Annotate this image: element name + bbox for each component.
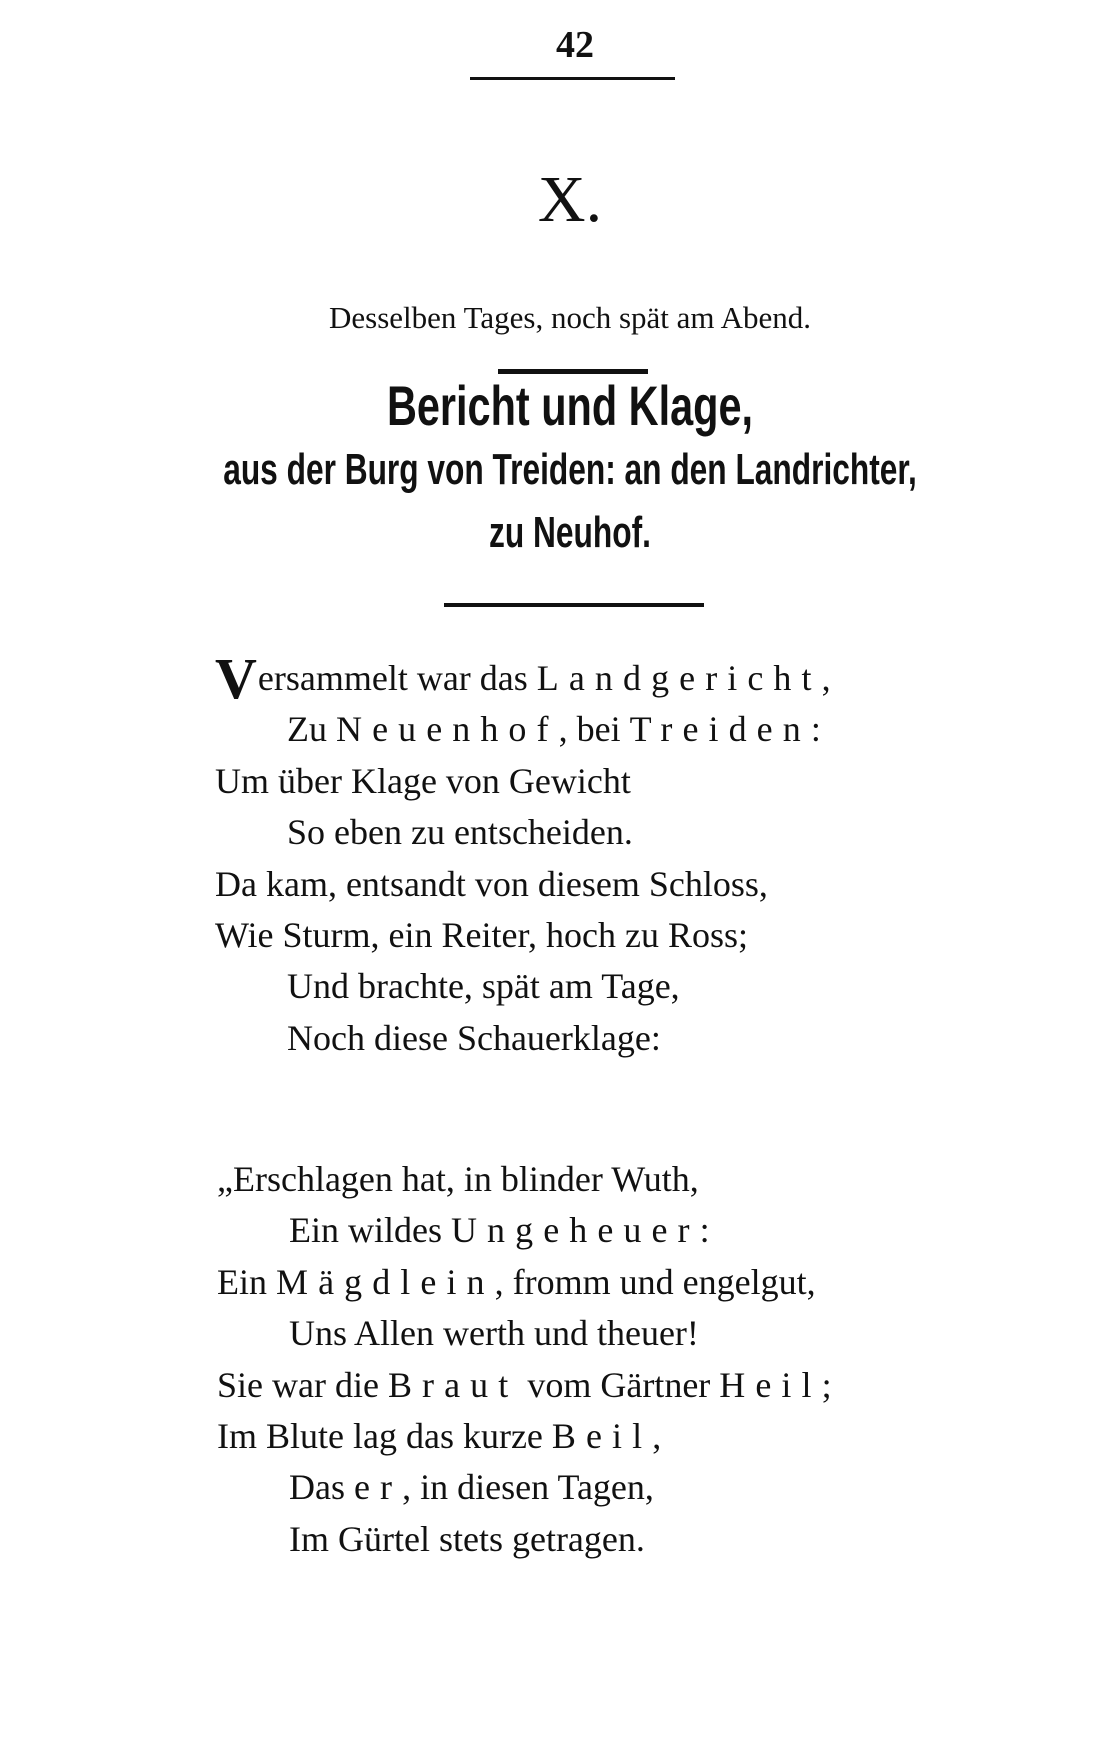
stanza-1 bbox=[215, 646, 1015, 1064]
verse-line: Und brachte, spät am Tage, bbox=[287, 966, 680, 1007]
spaced-emphasis: Mägdlein bbox=[276, 1261, 495, 1302]
verse-line: Ein wildes Ungeheuer: bbox=[289, 1210, 710, 1251]
spaced-emphasis: Landgericht bbox=[536, 658, 822, 698]
verse-line: Versammelt war das Landgericht, bbox=[215, 646, 831, 711]
page-number: 42 bbox=[556, 24, 594, 66]
verse-line: Im Blute lag das kurze Beil, bbox=[217, 1416, 662, 1457]
stanza-2 bbox=[217, 1154, 1017, 1565]
drop-cap: V bbox=[215, 646, 257, 711]
verse-line: Sie war die Braut vom Gärtner Heil; bbox=[217, 1364, 832, 1405]
spaced-emphasis: er bbox=[354, 1467, 403, 1508]
verse-line: Im Gürtel stets getragen. bbox=[289, 1518, 645, 1559]
verse-line: Da kam, entsandt von diesem Schloss, bbox=[215, 863, 768, 904]
heading-title: Bericht und Klage, bbox=[386, 374, 754, 437]
spaced-emphasis: Neuenhof bbox=[336, 709, 559, 750]
chapter-number: X. bbox=[537, 163, 603, 236]
verse-line: Ein Mägdlein, fromm und engelgut, bbox=[217, 1261, 816, 1302]
heading-subtitle-2: zu Neuhof. bbox=[489, 508, 651, 557]
verse-line: So eben zu entscheiden. bbox=[287, 812, 633, 853]
verse-line: „Erschlagen hat, in blinder Wuth, bbox=[217, 1159, 699, 1199]
verse-line: Noch diese Schauerklage: bbox=[287, 1017, 661, 1058]
page-number-rule bbox=[470, 77, 675, 80]
verse-line: Zu Neuenhof, bei Treiden: bbox=[287, 709, 821, 750]
verse-line: Um über Klage von Gewicht bbox=[215, 760, 631, 801]
spaced-emphasis: Braut bbox=[387, 1364, 519, 1405]
heading-subtitle-1: aus der Burg von Treiden: an den Landrichter, bbox=[223, 445, 917, 494]
spaced-emphasis: Beil bbox=[551, 1416, 653, 1457]
divider-rule-long bbox=[444, 603, 704, 607]
verse-line: Uns Allen werth und theuer! bbox=[289, 1313, 699, 1354]
spaced-emphasis: Heil bbox=[719, 1364, 822, 1405]
verse-line: Das er, in diesen Tagen, bbox=[289, 1467, 654, 1508]
spaced-emphasis: Treiden bbox=[629, 709, 811, 750]
spaced-emphasis: Ungeheuer bbox=[450, 1210, 700, 1251]
dateline: Desselben Tages, noch spät am Abend. bbox=[329, 300, 811, 335]
verse-line: Wie Sturm, ein Reiter, hoch zu Ross; bbox=[215, 915, 749, 956]
